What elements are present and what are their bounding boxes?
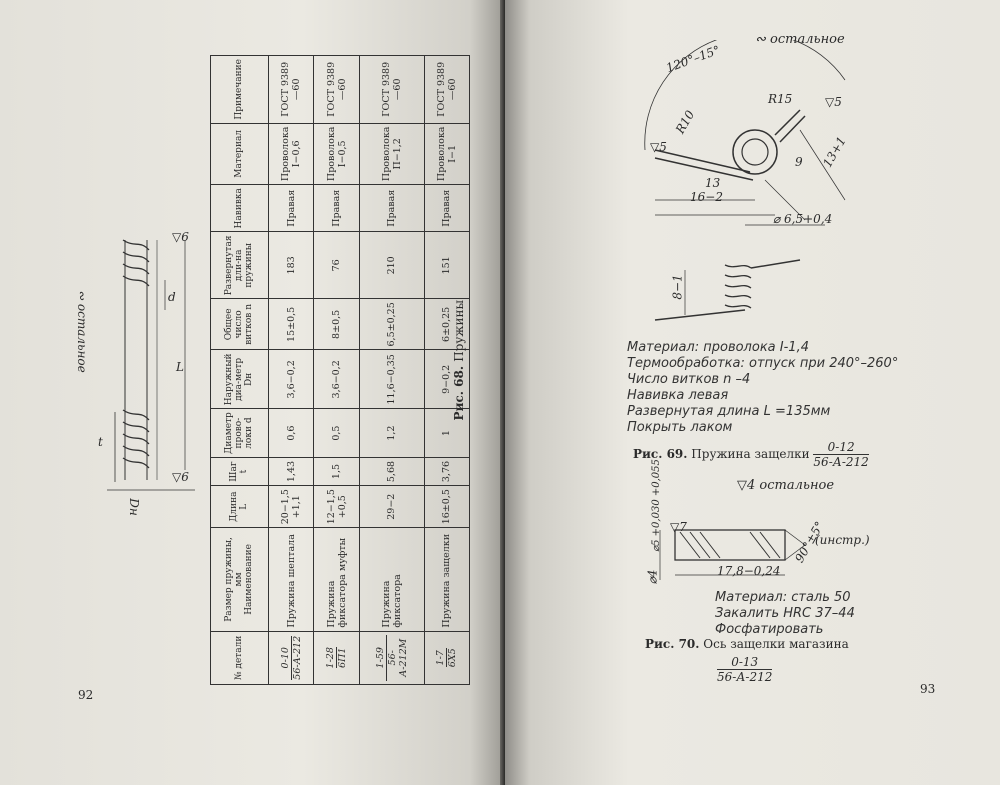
fig69-caption-title: Пружина защелки	[691, 447, 810, 461]
dim-chamfer: 90°±5°	[792, 519, 827, 565]
note-line: Материал: сталь 50	[715, 590, 851, 605]
roughness-top: ▽6	[172, 230, 189, 244]
note-line: Фосфатировать	[715, 622, 824, 637]
fig70-notes	[715, 590, 855, 638]
angle-label: 120°–15°	[664, 42, 722, 76]
dim-dn-label: Dн	[126, 498, 141, 516]
fig69-part-fraction	[813, 440, 868, 469]
note-line: Закалить HRC 37–44	[715, 606, 855, 621]
right-page	[505, 0, 1000, 785]
part-name: Пружина фиксатора	[359, 528, 424, 631]
pitch: 1,5	[314, 457, 360, 485]
note-line: Покрыть лаком	[627, 420, 733, 435]
fig70-caption	[645, 637, 849, 651]
dev-length: 151	[424, 232, 470, 299]
note-line: Термообработка: отпуск при 240°–260°	[627, 356, 899, 371]
fig68-caption	[452, 300, 466, 420]
length: 20−1,5 +1,1	[268, 486, 314, 528]
note-line: Развернутая длина L =135мм	[627, 404, 831, 419]
r15-label: R15	[768, 92, 793, 106]
corner-header	[211, 528, 269, 631]
corner-bottom-label: Наименование	[244, 544, 255, 615]
fig69-part-den: 56-А-212	[813, 455, 869, 469]
note-line: Навивка левая	[627, 388, 729, 403]
length: 29−2	[359, 486, 424, 528]
col-devlen-header: Развернутая дли-на пружины	[211, 232, 269, 299]
dim-16: 16−2	[690, 190, 723, 204]
col-wire-header: Диаметр прово-локи d	[211, 409, 269, 458]
part-bottom: 56-А-212М	[386, 638, 409, 677]
fig69-surface-note: ∾ остальное	[755, 32, 845, 47]
col-pitch-header: Шаг t	[211, 457, 269, 485]
col-winding-header: Навивка	[211, 185, 269, 232]
springs-table-rotated	[210, 55, 470, 685]
material: Проволока П−1,2	[359, 123, 424, 185]
roughness-7: ▽7	[670, 520, 687, 534]
fig70-surface-note: ▽4 остальное	[737, 478, 835, 493]
part-top: 1-59	[375, 635, 387, 681]
part-bottom: 56-А-212	[291, 635, 303, 680]
pitch: 3,76	[424, 457, 470, 485]
fig68-caption-title: Пружины	[452, 300, 466, 362]
col-note-header: Примечание	[211, 56, 269, 124]
note: ГОСТ 9389—60	[314, 56, 360, 124]
dev-length: 183	[268, 232, 314, 299]
wire: 0,6	[268, 409, 314, 458]
part-bottom: 6Х5	[447, 648, 459, 668]
material: Проволока I−0,5	[314, 123, 360, 185]
col-length-header: Длина L	[211, 486, 269, 528]
outer: 3,6−0,2	[268, 350, 314, 409]
winding: Правая	[314, 185, 360, 232]
note: ГОСТ 9389—60	[268, 56, 314, 124]
part-number	[268, 631, 314, 684]
note: ГОСТ 9389—60	[359, 56, 424, 124]
coils: 15±0,5	[268, 299, 314, 350]
table-row	[268, 56, 314, 685]
note-line: Число витков n –4	[627, 372, 751, 387]
outer: 11,6−0,35	[359, 350, 424, 409]
part-number	[314, 631, 360, 684]
coils: 6±0,25	[424, 299, 470, 350]
spring-drawing	[95, 220, 215, 500]
corner-top-label: Размер пружины, мм	[224, 537, 245, 622]
part-name: Пружина защелки	[424, 528, 470, 631]
fig70-part-den: 56-А-212	[717, 670, 773, 684]
col-coils-header: Общее число витков n	[211, 299, 269, 350]
winding: Правая	[359, 185, 424, 232]
dim-dia5: ⌀5 +0,030 +0,055	[650, 459, 662, 552]
table-header-row	[211, 56, 269, 685]
dim-L-label: L	[176, 360, 184, 374]
outer: 3,6−0,2	[314, 350, 360, 409]
note-line: Материал: проволока I-1,4	[627, 340, 809, 355]
table-row	[314, 56, 360, 685]
fig69-part-num: 0-12	[813, 440, 868, 455]
part-name: Пружина фиксатора муфты	[314, 528, 360, 631]
roughness-5a: ▽5	[650, 140, 667, 154]
fig70-part-fraction	[717, 655, 772, 684]
material: Проволока I−0,6	[268, 123, 314, 185]
part-number	[359, 631, 424, 684]
table-row	[359, 56, 424, 685]
instr-label: (инстр.)	[815, 533, 870, 547]
dim-length: 17,8−0,24	[717, 564, 781, 578]
note: ГОСТ 9389—60	[424, 56, 470, 124]
part-name: Пружина шептала	[268, 528, 314, 631]
winding: Правая	[424, 185, 470, 232]
dim-t-label: t	[98, 435, 103, 449]
length: 16±0,5	[424, 486, 470, 528]
right-page-number: 93	[920, 682, 936, 696]
roughness-5b: ▽5	[825, 95, 842, 109]
dev-length: 76	[314, 232, 360, 299]
dim-13b: 13+1	[820, 134, 849, 170]
dim-dia: ⌀ 6,5+0,4	[773, 212, 833, 226]
wire: 1,2	[359, 409, 424, 458]
outer: 9−0,2	[424, 350, 470, 409]
fig69-notes	[627, 340, 898, 436]
wire: 0,5	[314, 409, 360, 458]
pitch: 1,43	[268, 457, 314, 485]
left-page-number: 92	[78, 688, 94, 702]
left-surface-note: ∾ остальное	[75, 290, 89, 373]
material: Проволока I−1	[424, 123, 470, 185]
winding: Правая	[268, 185, 314, 232]
col-material-header: Материал	[211, 123, 269, 185]
springs-table	[210, 55, 470, 685]
part-number	[424, 631, 470, 684]
fig70-caption-title: Ось защелки магазина	[703, 637, 849, 651]
col-outer-header: Наружный диа-метр Dн	[211, 350, 269, 409]
wire: 1	[424, 409, 470, 458]
part-top: 1-28	[325, 647, 336, 669]
dim-9: 9	[795, 155, 803, 169]
fig70-part-num: 0-13	[717, 655, 772, 670]
part-bottom: 6П1	[337, 647, 348, 668]
coils: 8±0,5	[314, 299, 360, 350]
roughness-bottom: ▽6	[172, 470, 189, 484]
dim-d-label: d	[168, 290, 176, 304]
dim-dia4: ⌀4	[645, 569, 660, 585]
dim-13a: 13	[705, 176, 721, 190]
fig70-caption-label: Рис. 70.	[645, 637, 700, 651]
fig69-caption	[633, 440, 869, 469]
r10-label: R10	[673, 107, 698, 137]
coils: 6,5±0,25	[359, 299, 424, 350]
part-top: 0-10	[280, 636, 292, 680]
part-top: 1-7	[435, 650, 447, 666]
fig68-caption-label: Рис. 68.	[452, 365, 466, 421]
pitch: 5,68	[359, 457, 424, 485]
dev-length: 210	[359, 232, 424, 299]
length: 12−1,5 +0,5	[314, 486, 360, 528]
col-part-header: № детали	[211, 631, 269, 684]
dim-8: 8−1	[670, 274, 685, 300]
fig69-caption-label: Рис. 69.	[633, 447, 688, 461]
